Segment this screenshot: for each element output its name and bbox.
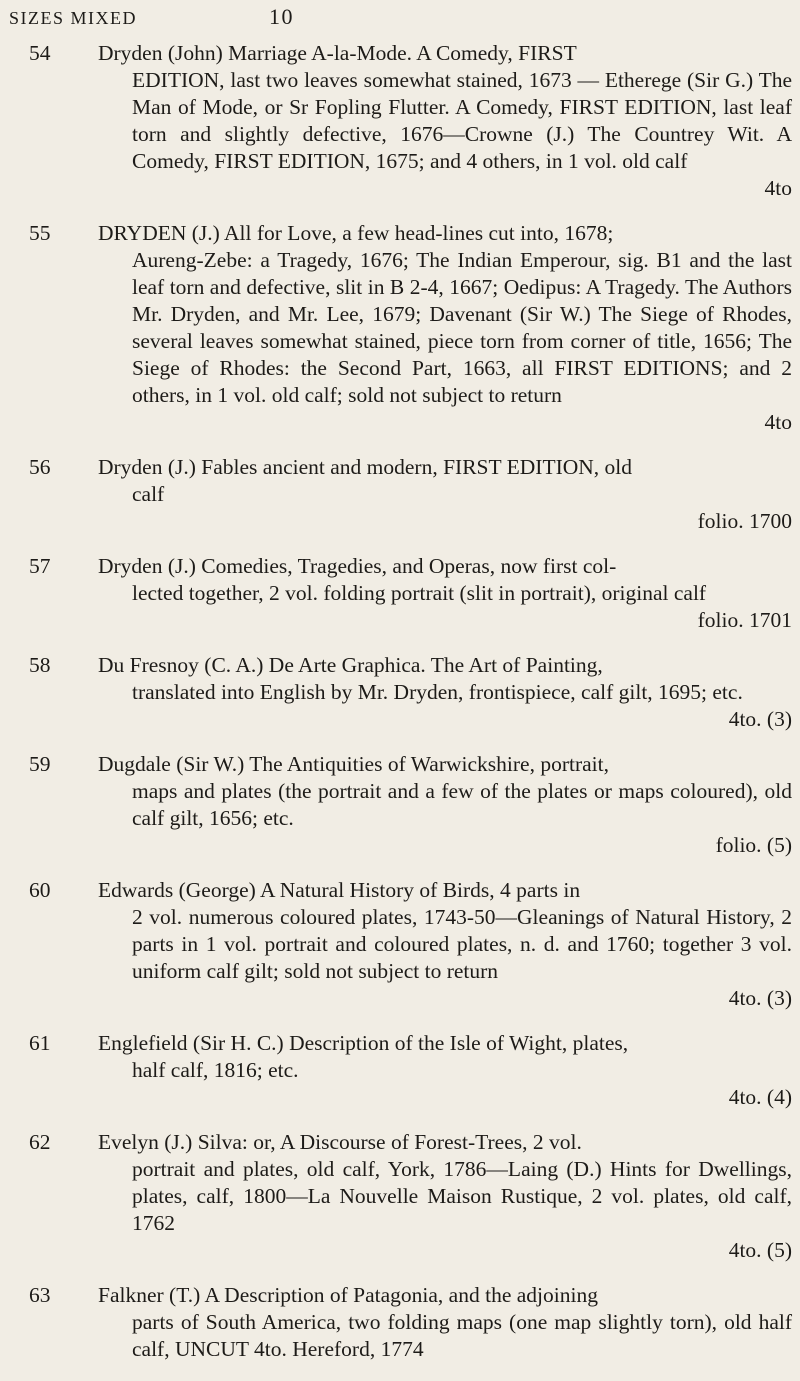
lot-format: folio. (5) xyxy=(715,833,792,857)
lot-number: 57 xyxy=(29,554,51,578)
lot-description: parts of South America, two folding maps (one map slightly torn), old half calf, UNCUT 4to. Hereford, 1774 xyxy=(132,1310,792,1361)
lot-title: DRYDEN (J.) All for Love, a few head-lines cut into, 1678; xyxy=(98,221,614,245)
lot-entry xyxy=(0,220,800,436)
lot-title: Du Fresnoy (C. A.) De Arte Graphica. The Art of Painting, xyxy=(98,653,603,677)
lot-format: folio. 1700 xyxy=(697,509,792,533)
lot-entry xyxy=(0,40,800,202)
lot-title: Dryden (J.) Comedies, Tragedies, and Operas, now first col- xyxy=(98,554,617,578)
lot-number: 63 xyxy=(29,1283,51,1307)
lot-title: Dryden (John) Marriage A-la-Mode. A Comedy, FIRST xyxy=(98,41,577,65)
lot-description: calf xyxy=(132,482,165,506)
lot-format: 4to. (3) xyxy=(728,986,792,1010)
lot-format: 4to. (3) xyxy=(728,707,792,731)
lot-title: Evelyn (J.) Silva: or, A Discourse of Forest-Trees, 2 vol. xyxy=(98,1130,582,1154)
lot-entry xyxy=(0,877,800,1012)
lot-number: 61 xyxy=(29,1031,51,1055)
lot-title: Englefield (Sir H. C.) Description of the Isle of Wight, plates, xyxy=(98,1031,629,1055)
lot-entry xyxy=(0,553,800,634)
lot-description: translated into English by Mr. Dryden, frontispiece, calf gilt, 1695; etc. xyxy=(132,680,743,704)
lot-number: 56 xyxy=(29,455,51,479)
section-title: SIZES MIXED xyxy=(9,8,137,28)
lot-description: EDITION, last two leaves somewhat stained, 1673 — Etherege (Sir G.) The Man of Mode, or Sr Fopling Flutter. A Comedy, FIRST EDITION, last leaf torn and slightly defective, 1676—Crowne (J.) The Countrey Wit. A Comedy, FIRST EDITION, 1675; and 4 others, in 1 vol. old calf xyxy=(132,68,792,173)
lot-description: maps and plates (the portrait and a few of the plates or maps coloured), old calf gilt, 1656; etc. xyxy=(132,779,792,830)
lot-description: lected together, 2 vol. folding portrait (slit in portrait), original calf xyxy=(132,581,707,605)
page-header xyxy=(9,2,789,38)
lot-title: Dryden (J.) Fables ancient and modern, FIRST EDITION, old xyxy=(98,455,633,479)
lot-title: Falkner (T.) A Description of Patagonia, and the adjoining xyxy=(98,1283,598,1307)
lot-description: Aureng-Zebe: a Tragedy, 1676; The Indian Emperour, sig. B1 and the last leaf torn and defective, slit in B 2-4, 1667; Oedipus: A Tragedy. The Authors Mr. Dryden, and Mr. Lee, 1679; Davenant (Sir W.) The Siege of Rhodes, several leaves somewhat stained, piece torn from corner of title, 1656; The Siege of Rhodes: the Second Part, 1663, all FIRST EDITIONS; and 2 others, in 1 vol. old calf; sold not subject to return xyxy=(132,248,792,407)
lot-title: Edwards (George) A Natural History of Birds, 4 parts in xyxy=(98,878,581,902)
lot-number: 58 xyxy=(29,653,51,677)
lot-entry xyxy=(0,751,800,859)
lot-description: half calf, 1816; etc. xyxy=(132,1058,299,1082)
lot-entry xyxy=(0,1129,800,1264)
lot-description: portrait and plates, old calf, York, 1786—Laing (D.) Hints for Dwellings, plates, calf, 1800—La Nouvelle Maison Rustique, 2 vol. plates, old calf, 1762 xyxy=(132,1157,792,1235)
lot-entry xyxy=(0,1282,800,1363)
lot-number: 54 xyxy=(29,41,51,65)
lot-format: folio. 1701 xyxy=(697,608,792,632)
lot-format: 4to. (4) xyxy=(728,1085,792,1109)
lot-number: 60 xyxy=(29,878,51,902)
lot-title: Dugdale (Sir W.) The Antiquities of Warwickshire, portrait, xyxy=(98,752,609,776)
lot-format: 4to xyxy=(764,176,792,200)
lot-format: 4to. (5) xyxy=(728,1238,792,1262)
lot-format: 4to xyxy=(764,410,792,434)
lot-number: 59 xyxy=(29,752,51,776)
lot-entry xyxy=(0,652,800,733)
lot-number: 62 xyxy=(29,1130,51,1154)
lot-number: 55 xyxy=(29,221,51,245)
lot-description: 2 vol. numerous coloured plates, 1743-50—Gleanings of Natural History, 2 parts in 1 vol. portrait and coloured plates, n. d. and 1760; together 3 vol. uniform calf gilt; sold not subject to return xyxy=(132,905,792,983)
lot-entry xyxy=(0,1030,800,1111)
page-number: 10 xyxy=(269,4,294,29)
lot-entry xyxy=(0,454,800,535)
lot-list xyxy=(0,40,800,1381)
